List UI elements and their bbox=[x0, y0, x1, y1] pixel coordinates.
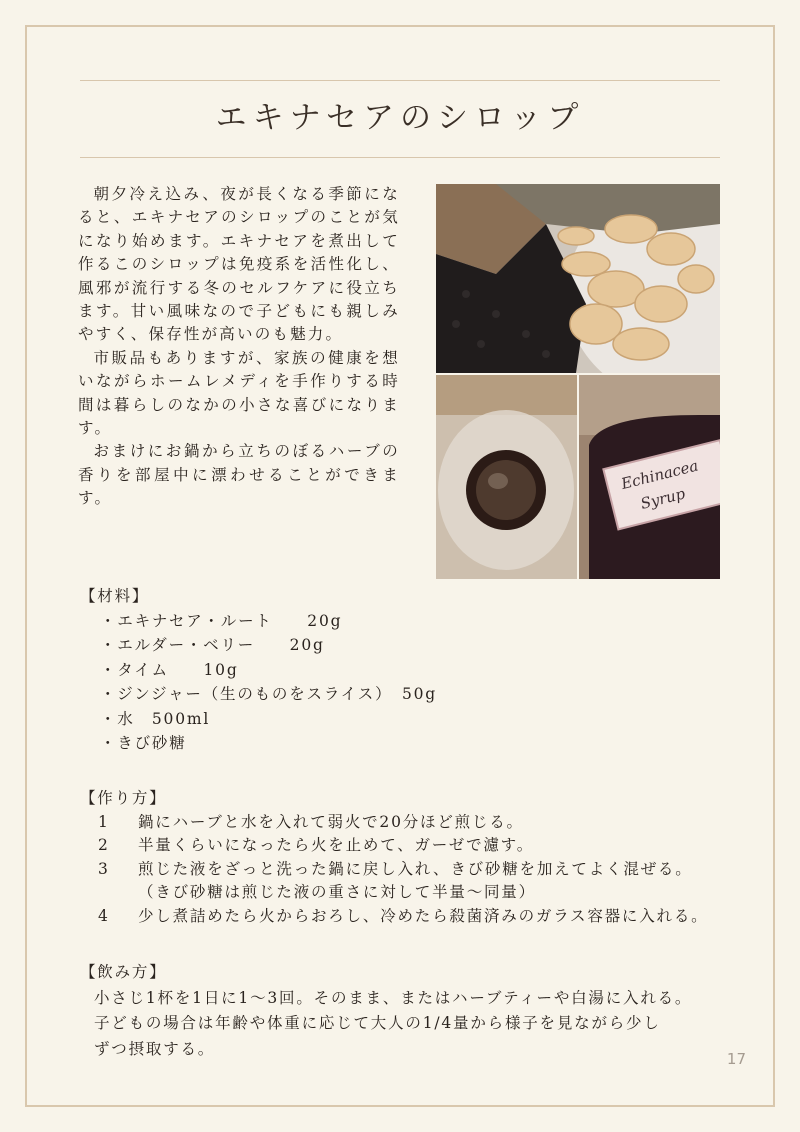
step-text: 少し煮詰めたら火からおろし、冷めたら殺菌済みのガラス容器に入れる。 bbox=[138, 906, 709, 925]
step-item bbox=[80, 858, 708, 882]
usage-heading: 【飲み方】 bbox=[80, 963, 167, 981]
step-text: 煎じた液をざっと洗った鍋に戻し入れ、きび砂糖を加えてよく混ぜる。 bbox=[138, 859, 693, 878]
step-text: 半量くらいになったら火を止めて、ガーゼで濾す。 bbox=[138, 836, 535, 855]
step-number: 3 bbox=[98, 859, 110, 878]
step-item bbox=[80, 811, 708, 835]
material-item: ・タイム 10g bbox=[100, 660, 239, 679]
steps-heading: 【作り方】 bbox=[80, 789, 167, 807]
materials-heading: 【材料】 bbox=[80, 587, 150, 605]
usage-line: 小さじ1杯を1日に1〜3回。そのまま、またはハーブティーや白湯に入れる。 bbox=[94, 988, 693, 1007]
title-rule-bottom bbox=[80, 157, 720, 158]
step-number: 1 bbox=[98, 812, 110, 831]
intro-paragraph: 朝夕冷え込み、夜が長くなる季節になると、エキナセアのシロップのことが気になり始めます。エキナセアを煮出して作るこのシロップは免疫系を活性化し、風邪が流行する冬のセルフケアに役立ちます。甘い風味なので子どもにも親しみやすく、保存性が高いのも魅力。 bbox=[78, 185, 400, 344]
title-rule-top bbox=[80, 80, 720, 81]
intro-text bbox=[78, 183, 400, 511]
material-item: ・水 500ml bbox=[100, 709, 211, 728]
page-title: エキナセアのシロップ bbox=[215, 100, 585, 136]
intro-paragraph: 市販品もありますが、家族の健康を想いながらホームレメディを手作りする時間は暮らしのなかの小さな喜びになります。 bbox=[78, 348, 400, 438]
materials-section bbox=[80, 584, 437, 756]
step-number: 4 bbox=[98, 906, 110, 925]
material-item: ・エルダー・ベリー 20g bbox=[100, 636, 325, 654]
step-note: （きび砂糖は煎じた液の重さに対して半量〜同量） bbox=[138, 883, 536, 902]
intro-paragraph: おまけにお鍋から立ちのぼるハーブの香りを部屋中に漂わせることができます。 bbox=[78, 442, 400, 508]
page-number: 17 bbox=[726, 1050, 746, 1068]
syrup-jar-photo bbox=[579, 375, 720, 579]
step-text: 鍋にハーブと水を入れて弱火で20分ほど煎じる。 bbox=[138, 812, 524, 831]
step-item bbox=[80, 834, 708, 858]
material-item: ・エキナセア・ルート 20g bbox=[100, 611, 343, 630]
step-item bbox=[80, 905, 708, 929]
jar-label-line1: Echinacea bbox=[619, 456, 701, 493]
usage-line: 子どもの場合は年齢や体重に応じて大人の1/4量から様子を見ながら少し bbox=[94, 1014, 661, 1032]
usage-section bbox=[80, 960, 692, 1062]
steps-section bbox=[80, 787, 708, 929]
syrup-glass-photo bbox=[436, 375, 577, 579]
jar-label-line2: Syrup bbox=[638, 484, 687, 513]
usage-line: ずつ摂取する。 bbox=[94, 1039, 216, 1058]
herbs-photo bbox=[436, 184, 720, 373]
material-item: ・きび砂糖 bbox=[100, 734, 187, 752]
photo-collage bbox=[436, 184, 720, 579]
step-number: 2 bbox=[98, 836, 110, 855]
material-item: ・ジンジャー（生のものをスライス） 50g bbox=[100, 685, 437, 703]
